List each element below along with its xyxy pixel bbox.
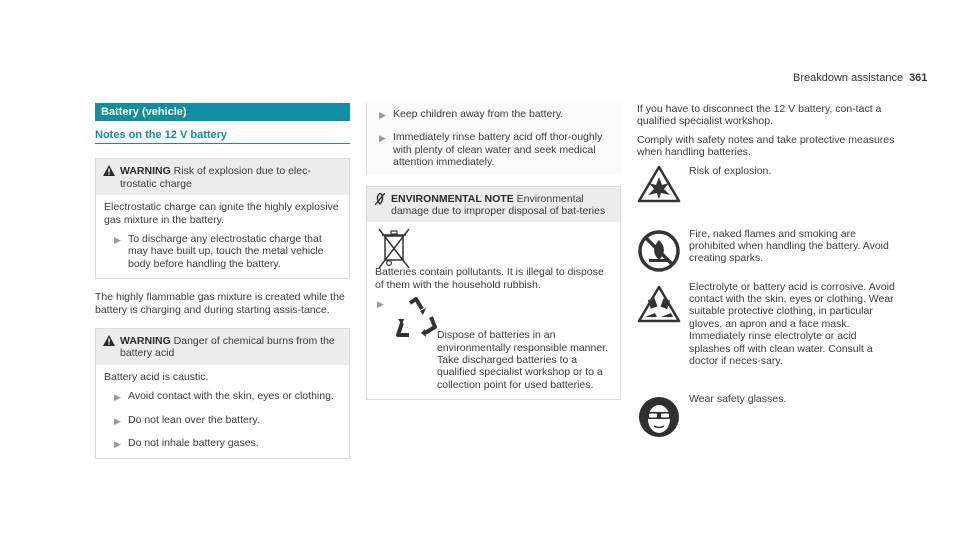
intro-paragraph: Comply with safety notes and take protective measures when handling batteries. — [637, 133, 895, 159]
safety-glasses-icon — [637, 395, 681, 439]
symbol-text: Fire, naked flames and smoking are prohibited when handling the battery. Avoid creating sparks. — [689, 227, 889, 265]
list-item — [104, 437, 341, 449]
list-item — [375, 297, 612, 391]
warning-box-explosion — [95, 158, 350, 279]
warning-header — [96, 159, 349, 195]
list-item — [104, 233, 341, 270]
subsection-title: Notes on the 12 V battery — [95, 129, 350, 144]
list-item — [369, 108, 613, 120]
list-item-text: Avoid contact with the skin, eyes or clothing. — [128, 390, 334, 403]
warning-box-acid — [95, 328, 350, 458]
warning-body: Electrostatic charge can ignite the highly explosive gas mixture in the battery. — [104, 201, 339, 226]
column-right — [637, 103, 897, 449]
warning-text: Risk of explosion due to elec-trostatic charge — [120, 165, 311, 190]
environmental-note-box — [366, 186, 621, 401]
symbol-row-corrosive — [637, 281, 897, 389]
env-label: ENVIRONMENTAL NOTE — [391, 192, 514, 205]
header-title: Breakdown assistance — [793, 72, 904, 84]
environment-icon — [375, 193, 385, 205]
symbol-row-glasses — [637, 393, 897, 449]
warning-triangle-icon — [103, 335, 115, 346]
paragraph: The highly flammable gas mixture is created while the battery is charging and during starting assis-tance. — [95, 291, 345, 316]
no-fire-icon — [637, 229, 681, 273]
env-body: Batteries contain pollutants. It is illegal to dispose of them with the household rubbish. — [375, 266, 604, 291]
warning-label: WARNING — [120, 165, 171, 178]
page-header — [793, 72, 927, 84]
list-item-text: Immediately rinse battery acid off thor-oughly with plenty of clean water and seek medical attention immediately. — [393, 131, 603, 169]
crossed-bin-icon — [377, 226, 411, 272]
warning-header — [96, 329, 349, 365]
list-item-text: Do not inhale battery gases. — [128, 437, 259, 450]
symbol-row-explosion — [637, 165, 897, 221]
column-middle — [366, 103, 621, 400]
list-item-text: Keep children away from the battery. — [393, 108, 564, 120]
column-left — [95, 103, 350, 459]
arrow-bullet-icon: ▶ — [379, 133, 386, 144]
warning-label: WARNING — [120, 335, 171, 348]
arrow-bullet-icon: ▶ — [114, 415, 121, 426]
env-header — [367, 187, 620, 223]
warning-triangle-icon — [103, 165, 115, 176]
explosion-icon — [637, 165, 681, 203]
list-item — [104, 414, 341, 426]
symbol-row-no-fire — [637, 225, 897, 277]
warning-text: Danger of chemical burns from the battery acid — [120, 335, 335, 360]
arrow-bullet-icon: ▶ — [114, 439, 121, 450]
env-text: Environmental damage due to improper disposal of bat-teries — [391, 192, 606, 218]
arrow-bullet-icon: ▶ — [114, 392, 121, 403]
arrow-bullet-icon: ▶ — [114, 235, 121, 246]
symbol-text: Risk of explosion. — [689, 164, 772, 177]
intro-paragraph: If you have to disconnect the 12 V battery, con-tact a qualified specialist workshop. — [637, 103, 882, 128]
continued-bullets — [366, 103, 621, 174]
warning-body: Battery acid is caustic. — [104, 370, 209, 383]
arrow-bullet-icon: ▶ — [379, 110, 386, 120]
list-item — [369, 131, 613, 168]
page-number: 361 — [909, 72, 928, 84]
list-item — [104, 390, 341, 402]
list-item-text: Dispose of batteries in an environmentally responsible manner. Take discharged batteries to a qualified specialist workshop or to a collection point for used batteries. — [437, 329, 609, 391]
symbol-text: Electrolyte or battery acid is corrosive. Avoid contact with the skin, eyes or clothing. Wear suitable protective clothing, in particular gloves, an apron and a face mask. Immediately rinse electrolyte or acid splashes off with clean water. Consult a doctor if neces-sary. — [689, 280, 895, 368]
section-title: Battery (vehicle) — [95, 103, 350, 121]
list-item-text: To discharge any electrostatic charge that may have built up, touch the metal vehicle body before handling the battery. — [128, 233, 324, 270]
list-item-text: Do not lean over the battery. — [128, 413, 260, 426]
corrosive-icon — [637, 285, 681, 323]
arrow-bullet-icon: ▶ — [377, 299, 384, 310]
symbol-text: Wear safety glasses. — [689, 392, 787, 405]
